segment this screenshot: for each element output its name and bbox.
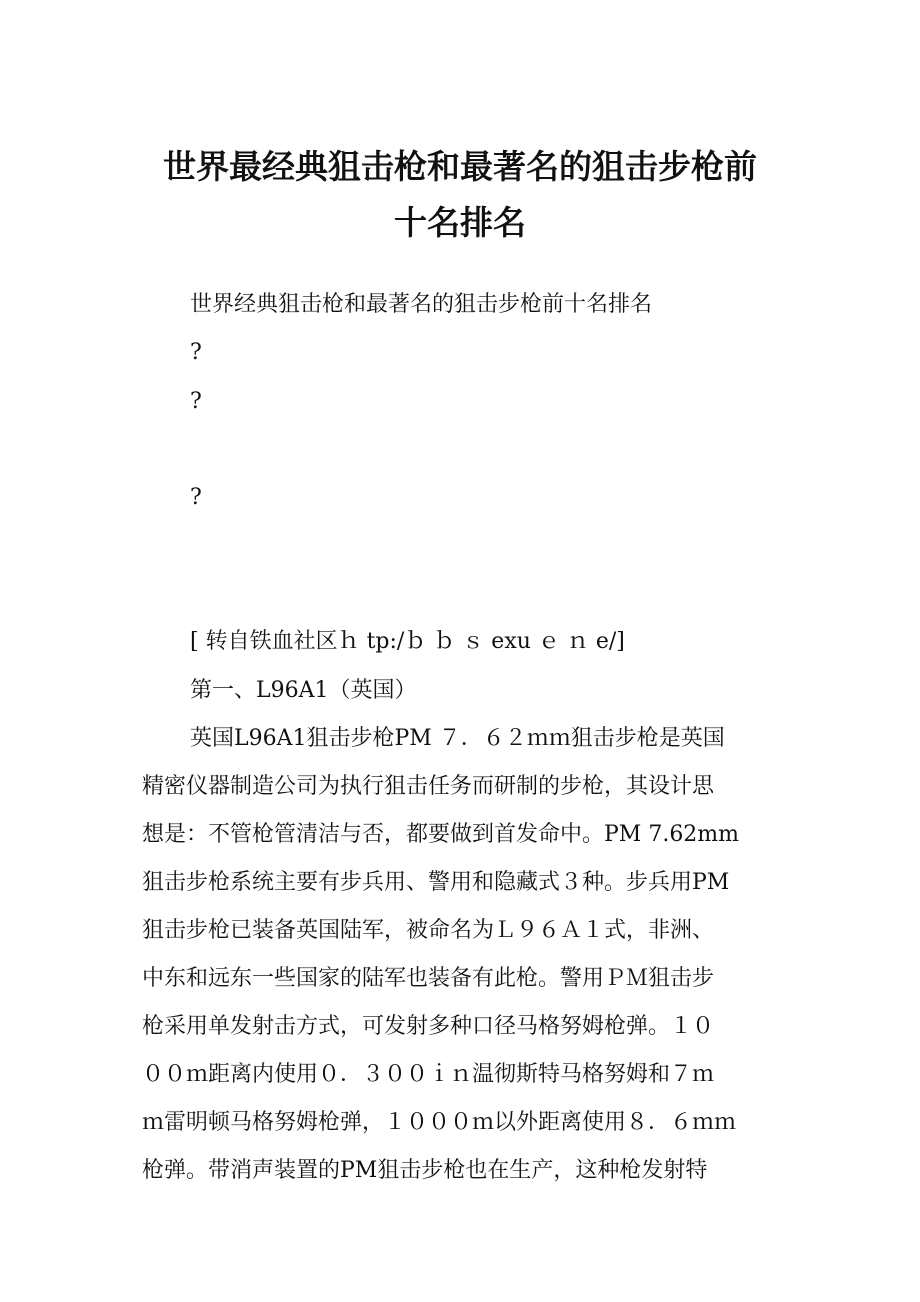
document-title-line-1: 世界最经典狙击枪和最著名的狙击步枪前 bbox=[163, 147, 757, 186]
body-line: 枪采用单发射击方式，可发射多种口径马格努姆枪弹。１０ bbox=[142, 1014, 715, 1039]
section-heading: 第一、L96A1（英国） bbox=[190, 678, 417, 703]
body-line: 狙击步枪已装备英国陆军，被命名为Ｌ９６Ａ１式，非洲、 bbox=[142, 918, 715, 943]
document-title-line-2: 十名排名 bbox=[394, 203, 526, 242]
question-mark-2: ? bbox=[190, 389, 202, 414]
body-line: 枪弹。带消声装置的PM狙击步枪也在生产，这种枪发射特 bbox=[142, 1158, 708, 1183]
question-mark-3: ? bbox=[190, 485, 202, 510]
body-line: ００ｍ距离内使用０．３００ｉｎ温彻斯特马格努姆和７ｍ bbox=[142, 1062, 715, 1087]
question-mark-1: ? bbox=[190, 340, 202, 365]
body-line: 想是：不管枪管清洁与否，都要做到首发命中。PM 7.62mm bbox=[142, 822, 740, 847]
source-note: [ 转自铁血社区ｈ tp:/ｂ ｂ ｓ exu ｅ ｎ e/] bbox=[190, 629, 625, 654]
body-line: 英国L96A1狙击步枪PM ７．６２ｍｍ狙击步枪是英国 bbox=[190, 726, 725, 751]
body-line: 中东和远东一些国家的陆军也装备有此枪。警用ＰＭ狙击步 bbox=[142, 966, 715, 991]
body-line: ｍ雷明顿马格努姆枪弹，１０００ｍ以外距离使用８．６ｍｍ bbox=[142, 1110, 737, 1135]
body-line: 精密仪器制造公司为执行狙击任务而研制的步枪，其设计思 bbox=[142, 774, 715, 799]
subtitle-paragraph: 世界经典狙击枪和最著名的狙击步枪前十名排名 bbox=[190, 292, 653, 317]
body-line: 狙击步枪系统主要有步兵用、警用和隐藏式３种。步兵用PM bbox=[142, 870, 730, 895]
